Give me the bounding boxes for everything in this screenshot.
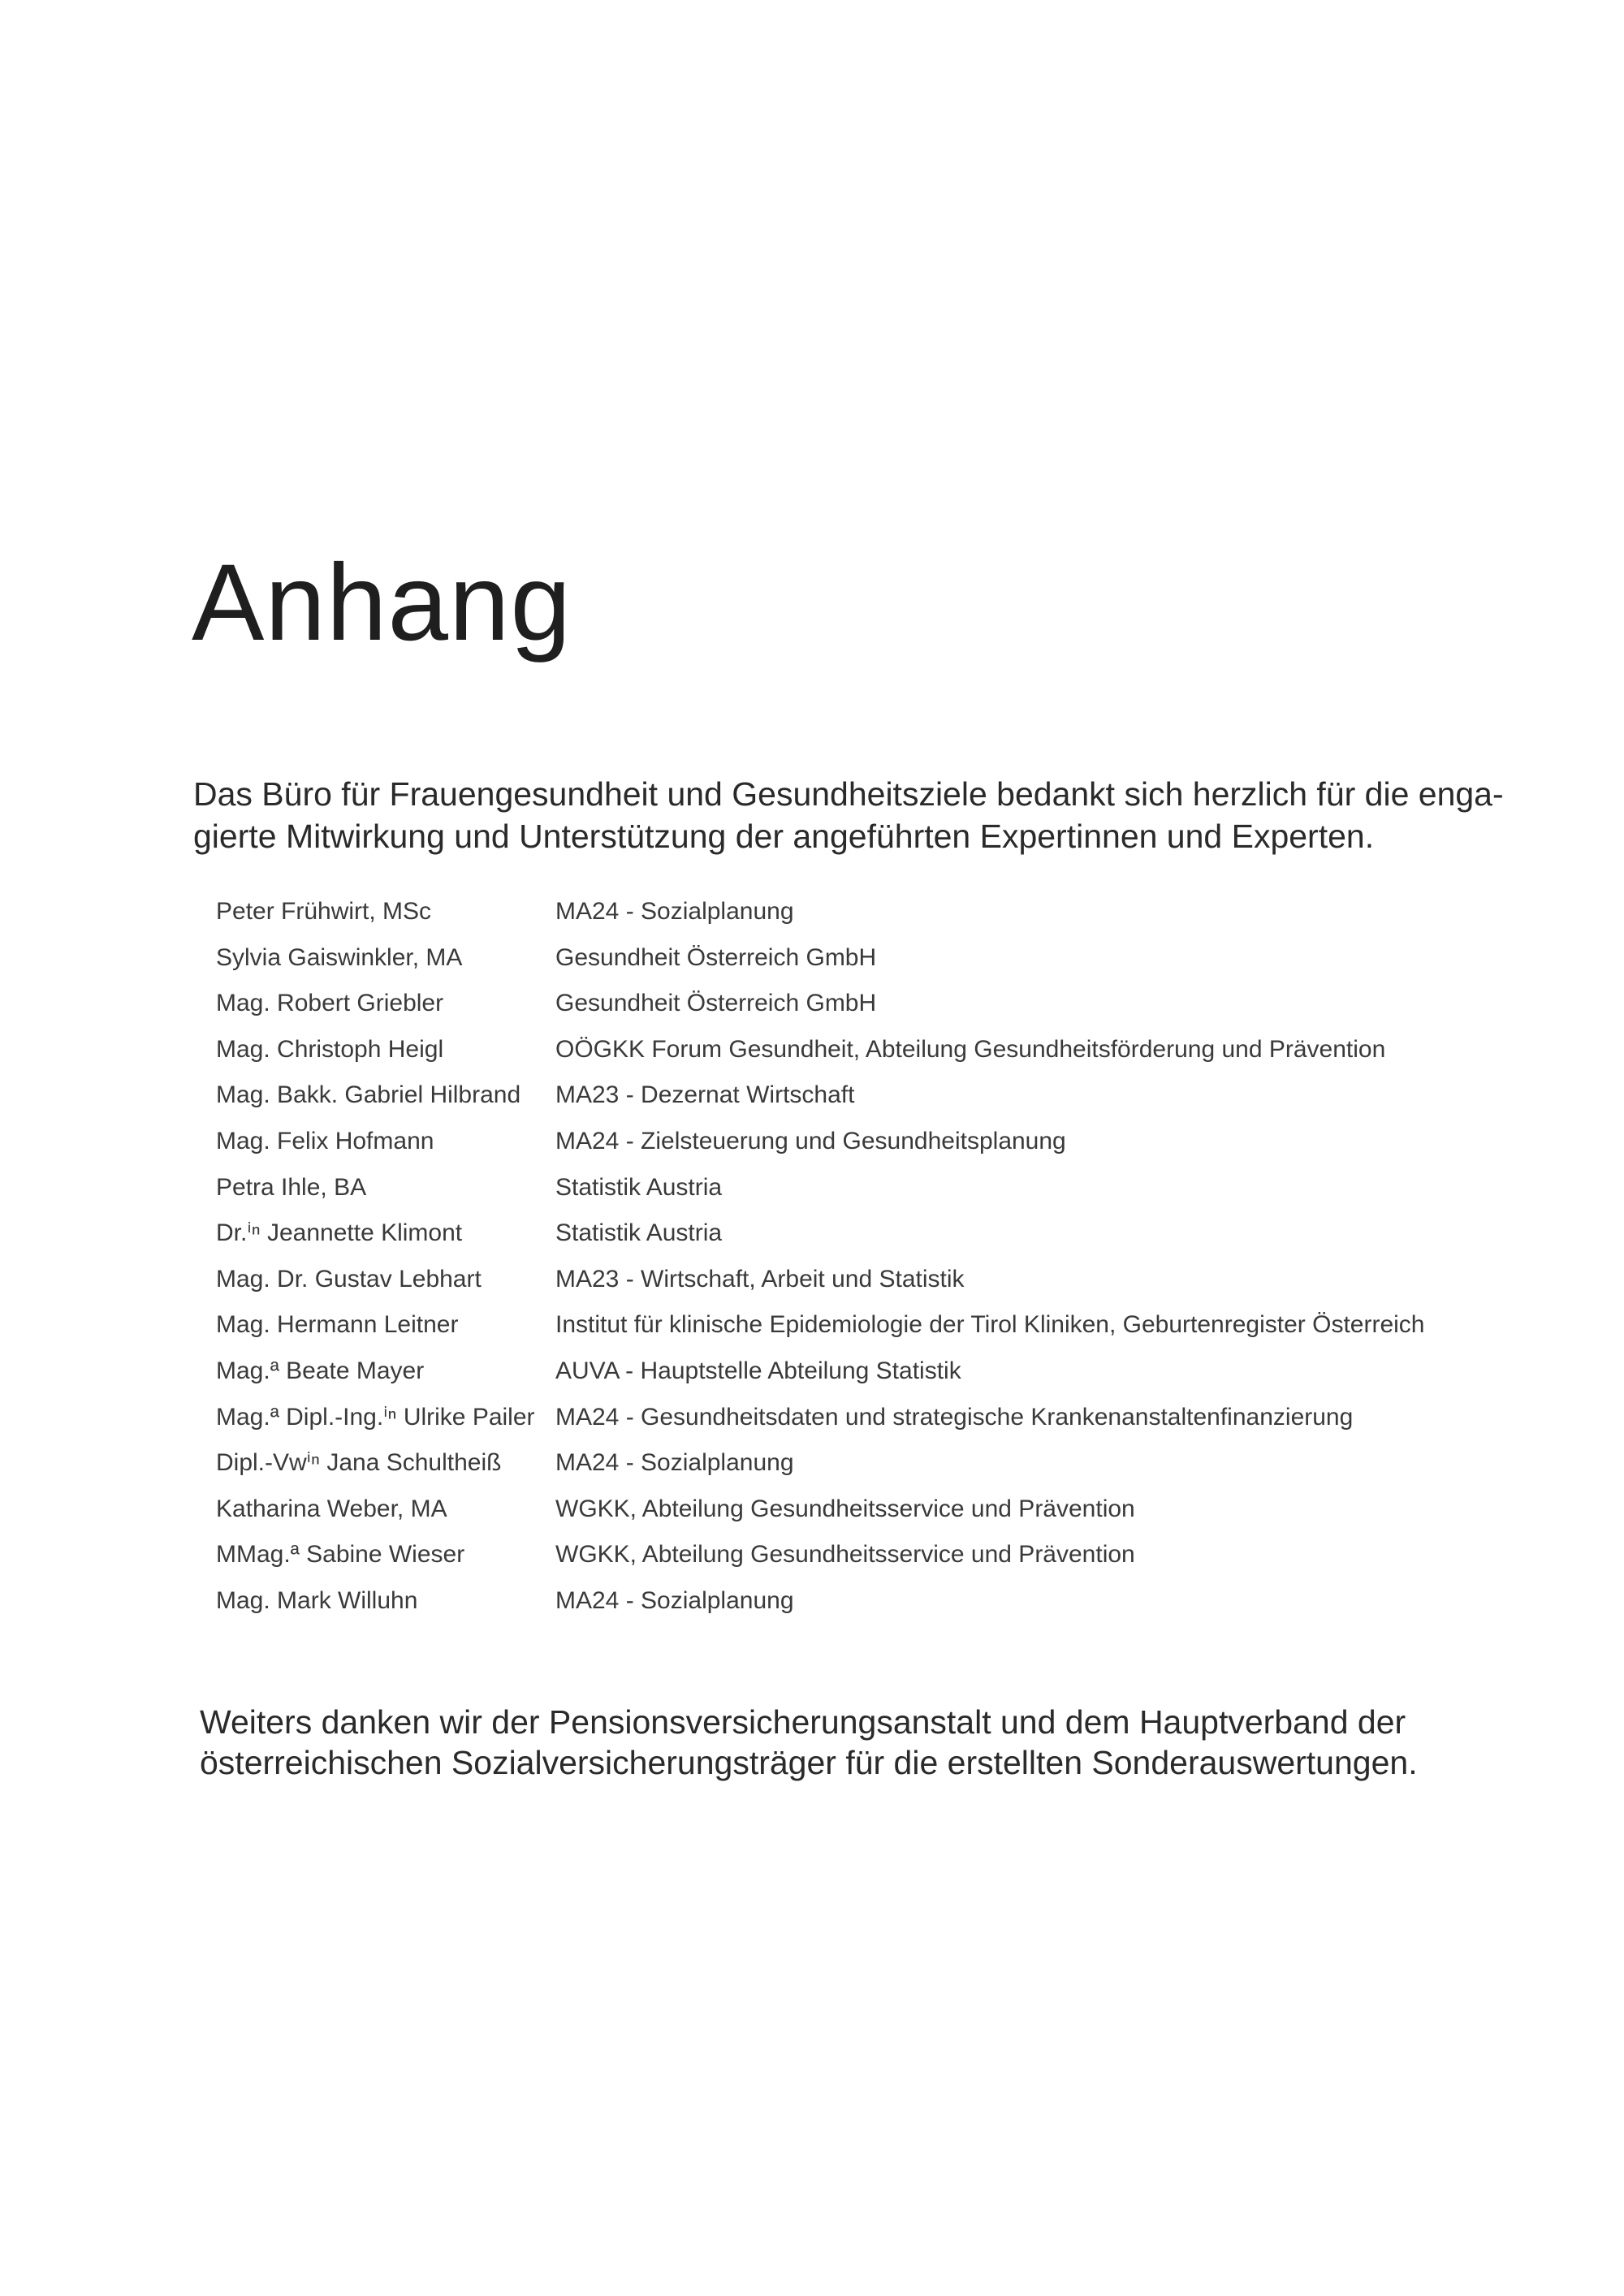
contact-organization: Gesundheit Österreich GmbH <box>555 990 877 1017</box>
contact-organization: MA24 - Gesundheitsdaten und strategische Krankenanstaltenfinanzierung <box>555 1403 1354 1431</box>
contact-organization: WGKK, Abteilung Gesundheitsservice und Prävention <box>555 1495 1135 1522</box>
contacts-list <box>216 896 1580 1631</box>
contact-name: Mag. Hermann Leitner <box>216 1311 459 1339</box>
contact-row <box>216 1447 1580 1493</box>
contact-name: Mag. Robert Griebler <box>216 990 444 1017</box>
page-title: Anhang <box>192 542 572 663</box>
contact-row <box>216 1079 1580 1125</box>
contact-organization: MA24 - Sozialplanung <box>555 1586 794 1614</box>
contact-organization: MA23 - Wirtschaft, Arbeit und Statistik <box>555 1265 965 1293</box>
contact-organization: OÖGKK Forum Gesundheit, Abteilung Gesundheitsförderung und Prävention <box>555 1035 1386 1063</box>
contact-row <box>216 1309 1580 1355</box>
contact-row <box>216 1585 1580 1631</box>
contact-row <box>216 896 1580 942</box>
contact-name: Dr.ⁱⁿ Jeannette Klimont <box>216 1219 463 1247</box>
contact-name: Mag. Dr. Gustav Lebhart <box>216 1265 482 1293</box>
contact-name: Katharina Weber, MA <box>216 1495 447 1522</box>
contact-name: Mag.ª Beate Mayer <box>216 1357 425 1384</box>
contact-organization: AUVA - Hauptstelle Abteilung Statistik <box>555 1357 961 1384</box>
contact-name: Mag. Bakk. Gabriel Hilbrand <box>216 1081 521 1109</box>
contact-organization: Institut für klinische Epidemiologie der Tirol Kliniken, Geburtenregister Österreich <box>555 1311 1425 1339</box>
contact-row <box>216 1355 1580 1401</box>
contact-name: Dipl.-Vwⁱⁿ Jana Schultheiß <box>216 1449 502 1477</box>
contact-row <box>216 1034 1580 1080</box>
contact-name: Petra Ihle, BA <box>216 1173 367 1201</box>
contact-name: Sylvia Gaiswinkler, MA <box>216 943 463 971</box>
contact-organization: Statistik Austria <box>555 1219 723 1247</box>
closing-paragraph: Weiters danken wir der Pensionsversicherungsanstalt und dem Hauptverband der österreichischen Sozialversicherungsträger für die erstellten Sonderauswertungen. <box>200 1703 1418 1781</box>
contact-name: Peter Frühwirt, MSc <box>216 898 432 925</box>
contact-row <box>216 1493 1580 1539</box>
contact-row <box>216 1172 1580 1218</box>
contact-row <box>216 987 1580 1034</box>
contact-name: Mag. Mark Willuhn <box>216 1586 418 1614</box>
contact-row <box>216 1217 1580 1263</box>
contact-organization: WGKK, Abteilung Gesundheitsservice und Prävention <box>555 1541 1135 1569</box>
contact-name: MMag.ª Sabine Wieser <box>216 1541 465 1569</box>
contact-organization: MA24 - Sozialplanung <box>555 1449 794 1477</box>
contact-organization: MA23 - Dezernat Wirtschaft <box>555 1081 855 1109</box>
contact-row <box>216 1125 1580 1172</box>
intro-paragraph: Das Büro für Frauengesundheit und Gesundheitsziele bedankt sich herzlich für die enga- gierte Mitwirkung und Unterstützung der angeführten Expertinnen und Experten. <box>193 775 1504 855</box>
contact-name: Mag. Felix Hofmann <box>216 1127 434 1154</box>
contact-organization: Statistik Austria <box>555 1173 723 1201</box>
contact-organization: MA24 - Zielsteuerung und Gesundheitsplanung <box>555 1127 1066 1154</box>
contact-row <box>216 942 1580 988</box>
contact-row <box>216 1263 1580 1310</box>
contact-row <box>216 1539 1580 1585</box>
contact-name: Mag. Christoph Heigl <box>216 1035 444 1063</box>
contact-row <box>216 1401 1580 1448</box>
contact-organization: Gesundheit Österreich GmbH <box>555 943 877 971</box>
contact-name: Mag.ª Dipl.-Ing.ⁱⁿ Ulrike Pailer <box>216 1403 535 1431</box>
contact-organization: MA24 - Sozialplanung <box>555 898 794 925</box>
